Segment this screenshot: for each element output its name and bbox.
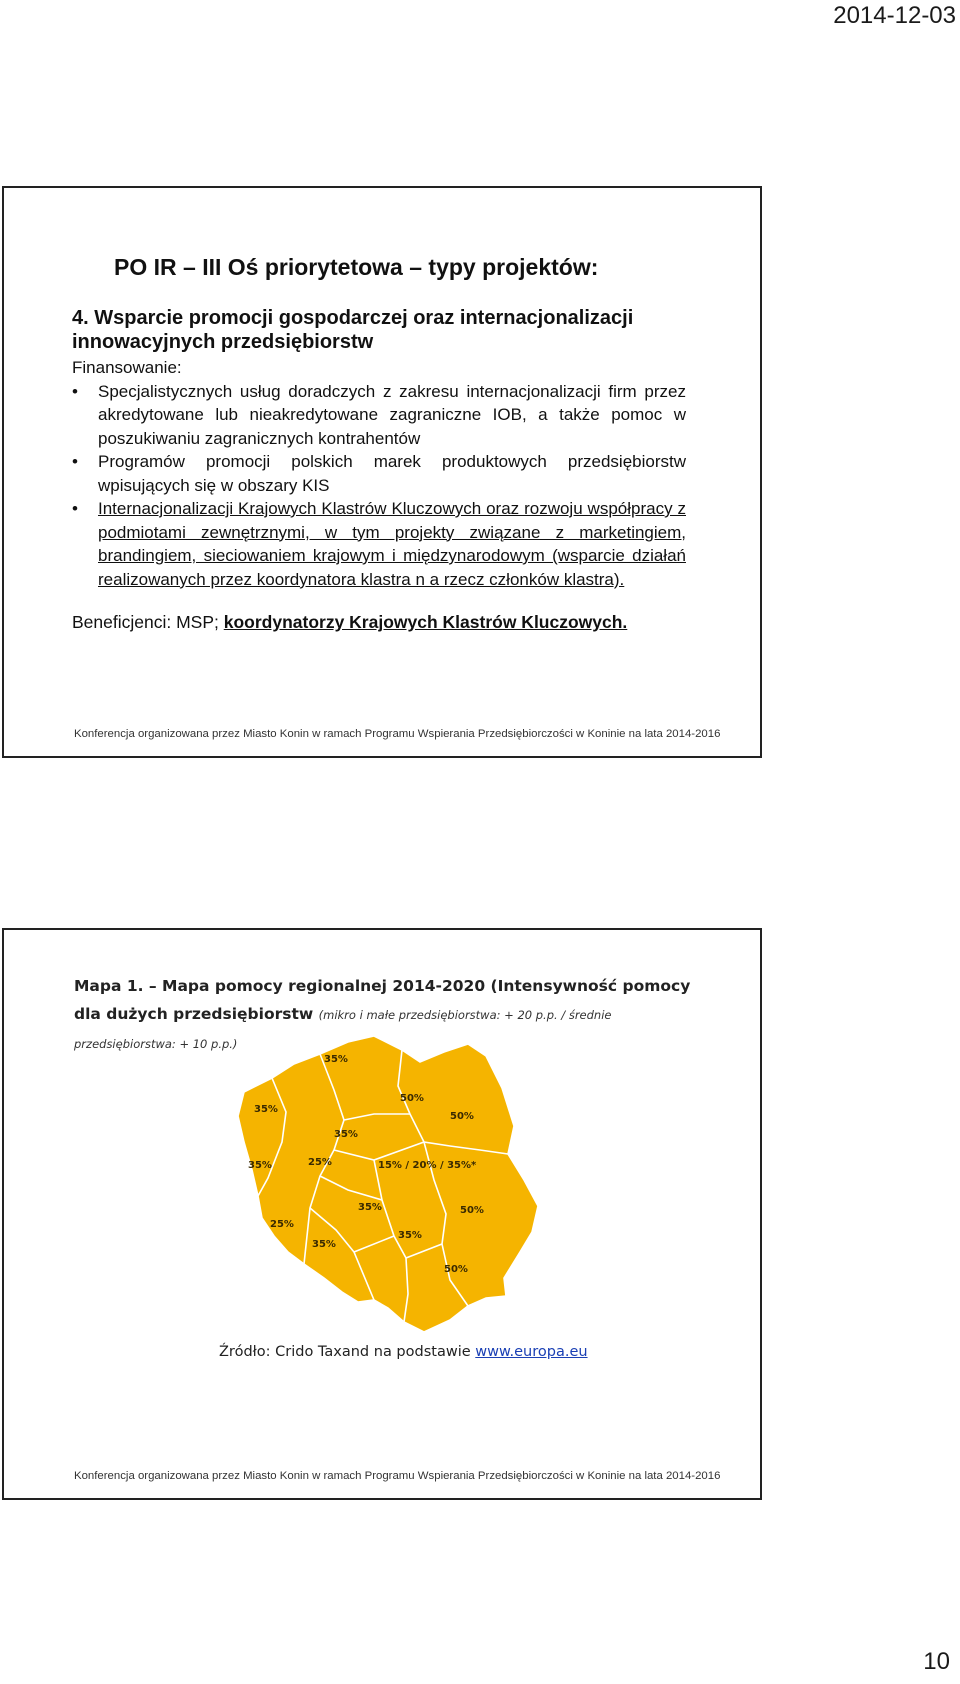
beneficiaries-bold: koordynatorzy Krajowych Klastrów Kluczowych.	[223, 612, 628, 632]
map-label: 25%	[308, 1157, 332, 1168]
map-subtitle: (mikro i małe przedsiębiorstwa: + 20 p.p. / średnie przedsiębiorstwa: + 10 p.p.)	[74, 1008, 612, 1051]
map-label: 50%	[400, 1093, 424, 1104]
page-number: 10	[923, 1648, 950, 1675]
financing-list	[72, 380, 686, 592]
beneficiaries-line	[72, 611, 686, 635]
slide-map	[2, 928, 762, 1500]
map-label: 50%	[450, 1111, 474, 1122]
slide-body	[72, 306, 686, 635]
map-label: 50%	[460, 1205, 484, 1216]
map-label: 35%	[248, 1160, 272, 1171]
slide-footer: Konferencja organizowana przez Miasto Konin w ramach Programu Wspierania Przedsiębiorczości w Koninie na lata 2014-2016	[74, 1470, 721, 1482]
beneficiaries-prefix: Beneficjenci: MSP;	[72, 612, 224, 632]
map-label: 35%	[398, 1230, 422, 1241]
regional-aid-map	[224, 1030, 554, 1335]
list-item: • Programów promocji polskich marek produktowych przedsiębiorstw wpisujących się w obszary KIS	[72, 450, 686, 497]
map-label: 35%	[358, 1202, 382, 1213]
map-label: 35%	[324, 1054, 348, 1065]
map-source: Źródło: Crido Taxand na podstawie www.europa.eu	[219, 1344, 588, 1360]
section-heading: 4. Wsparcie promocji gospodarczej oraz internacjonalizacji innowacyjnych przedsiębiorstw	[72, 307, 634, 353]
map-outline	[238, 1036, 538, 1332]
poland-map-shape	[238, 1036, 538, 1332]
map-label: 50%	[444, 1264, 468, 1275]
map-title: Mapa 1. – Mapa pomocy regionalnej 2014-2020 (Intensywność pomocy dla dużych przedsiębiorstw (mikro i małe przedsiębiorstwa: + 20 p.p. / średnie przedsiębiorstwa: + 10 p.p.)	[74, 977, 691, 1051]
slide-projects	[2, 186, 762, 758]
source-link[interactable]: www.europa.eu	[475, 1344, 588, 1360]
map-label: 35%	[334, 1129, 358, 1140]
map-label: 25%	[270, 1219, 294, 1230]
list-item: • Specjalistycznych usług doradczych z zakresu internacjonalizacji firm przez akredytowane lub nieakredytowane zagraniczne IOB, a także pomoc w poszukiwaniu zagranicznych kontrahentów	[72, 380, 686, 451]
financing-label: Finansowanie:	[72, 358, 182, 377]
map-label: 35%	[254, 1104, 278, 1115]
slide-title: PO IR – III Oś priorytetowa – typy projektów:	[114, 254, 599, 280]
map-label: 15% / 20% / 35%*	[378, 1160, 477, 1171]
map-label: 35%	[312, 1239, 336, 1250]
slide-footer: Konferencja organizowana przez Miasto Konin w ramach Programu Wspierania Przedsiębiorczości w Koninie na lata 2014-2016	[74, 728, 721, 740]
list-item: • Internacjonalizacji Krajowych Klastrów Kluczowych oraz rozwoju współpracy z podmiotami zewnętrznymi, w tym projekty związane z marketingiem, brandingiem, sieciowaniem krajowym i międzynarodowym (wsparcie działań realizowanych przez koordynatora klastra n a rzecz członków klastra).	[72, 497, 686, 591]
page-date: 2014-12-03	[833, 2, 956, 29]
